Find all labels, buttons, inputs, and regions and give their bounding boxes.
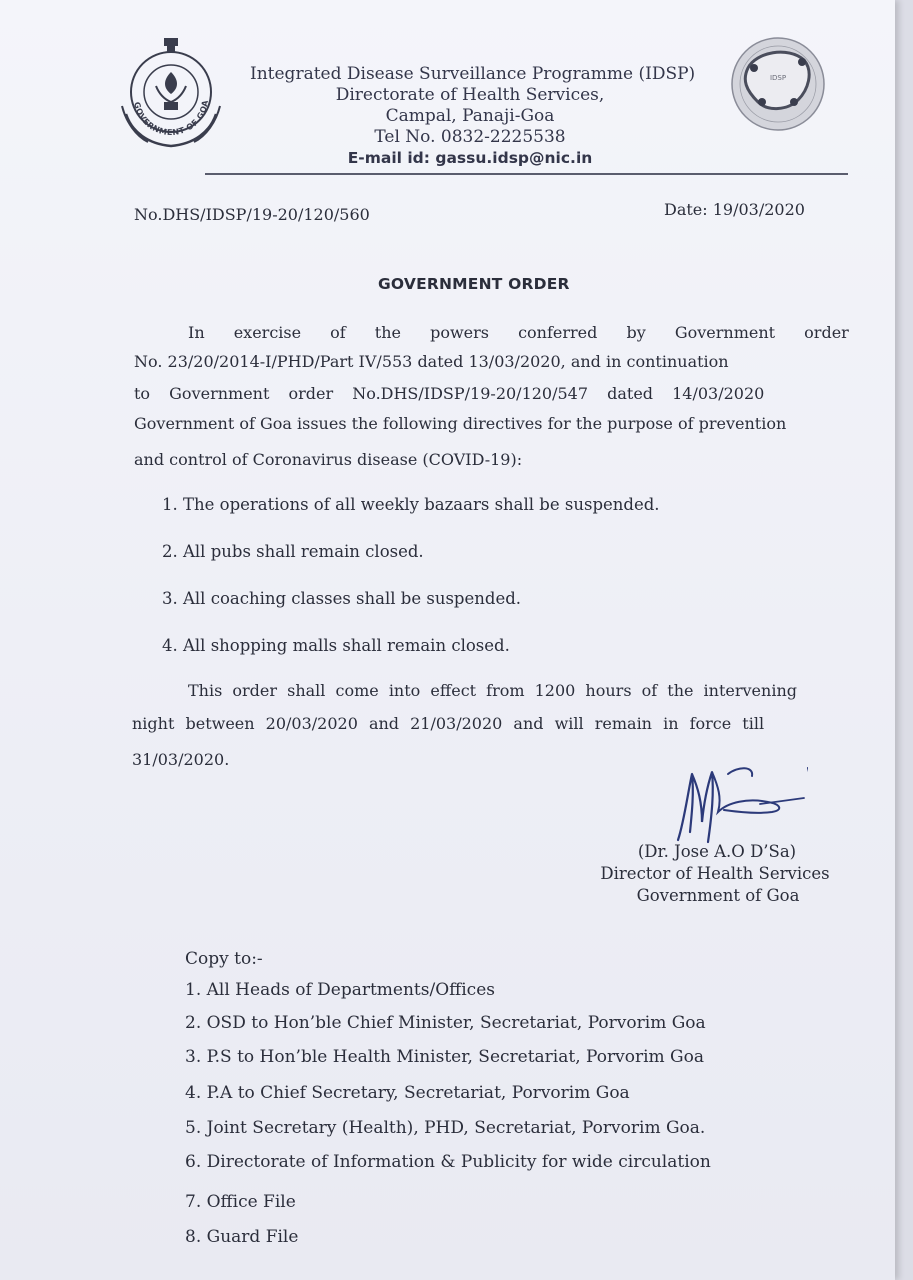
- intro-line: and control of Coronavirus disease (COVID-19):: [134, 450, 523, 469]
- svg-text:IDSP: IDSP: [769, 74, 787, 82]
- letterhead-divider: [205, 173, 848, 175]
- handwritten-signature: [668, 762, 808, 847]
- copy-to-item: 5. Joint Secretary (Health), PHD, Secretariat, Porvorim Goa.: [185, 1118, 706, 1138]
- copy-to-item: 8. Guard File: [185, 1227, 299, 1247]
- letterhead-line: Campal, Panaji-Goa: [385, 106, 555, 126]
- copy-to-item: 6. Directorate of Information & Publicity for wide circulation: [185, 1152, 711, 1172]
- intro-line: to Government order No.DHS/IDSP/19-20/120/547 dated 14/03/2020: [134, 384, 765, 403]
- document-title: GOVERNMENT ORDER: [378, 275, 570, 293]
- reference-number: No.DHS/IDSP/19-20/120/560: [134, 205, 370, 224]
- letterhead-line: Integrated Disease Surveillance Programme (IDSP): [250, 64, 696, 84]
- order-date: Date: 19/03/2020: [664, 200, 805, 219]
- signatory-organization: Government of Goa: [636, 886, 800, 905]
- intro-line: No. 23/20/2014-I/PHD/Part IV/553 dated 13/03/2020, and in continuation: [134, 352, 729, 371]
- copy-to-item: 3. P.S to Hon’ble Health Minister, Secretariat, Porvorim Goa: [185, 1047, 704, 1067]
- idsp-logo-icon: [728, 28, 828, 140]
- copy-to-item: 7. Office File: [185, 1192, 296, 1212]
- effect-line: This order shall come into effect from 1200 hours of the intervening: [188, 681, 797, 700]
- letterhead-line: Directorate of Health Services,: [335, 85, 605, 105]
- intro-line: Government of Goa issues the following directives for the purpose of prevention: [134, 414, 787, 433]
- signatory-name: (Dr. Jose A.O D’Sa): [637, 842, 797, 861]
- copy-to-item: 1. All Heads of Departments/Offices: [185, 980, 495, 1000]
- letterhead-line: Tel No. 0832-2225538: [374, 127, 566, 147]
- effect-line: night between 20/03/2020 and 21/03/2020 and will remain in force till: [132, 714, 765, 733]
- directive-item: 1. The operations of all weekly bazaars shall be suspended.: [162, 495, 660, 514]
- directive-item: 4. All shopping malls shall remain closed.: [162, 636, 510, 655]
- intro-line: [188, 323, 849, 342]
- intro-line-text: In exercise of the powers conferred by Government order: [188, 323, 849, 342]
- svg-text:GOVERNMENT OF GOA: GOVERNMENT OF GOA: [132, 99, 211, 138]
- signatory-designation: Director of Health Services: [600, 864, 830, 883]
- letterhead-email: E-mail id: gassu.idsp@nic.in: [347, 149, 593, 167]
- effect-line: 31/03/2020.: [132, 750, 230, 769]
- directive-item: 3. All coaching classes shall be suspended.: [162, 589, 522, 608]
- directive-item: 2. All pubs shall remain closed.: [162, 542, 424, 561]
- copy-to-item: 4. P.A to Chief Secretary, Secretariat, Porvorim Goa: [185, 1083, 630, 1103]
- government-of-goa-emblem-icon: [118, 36, 224, 154]
- copy-to-item: 2. OSD to Hon’ble Chief Minister, Secretariat, Porvorim Goa: [185, 1013, 706, 1033]
- copy-to-label: Copy to:-: [185, 949, 263, 969]
